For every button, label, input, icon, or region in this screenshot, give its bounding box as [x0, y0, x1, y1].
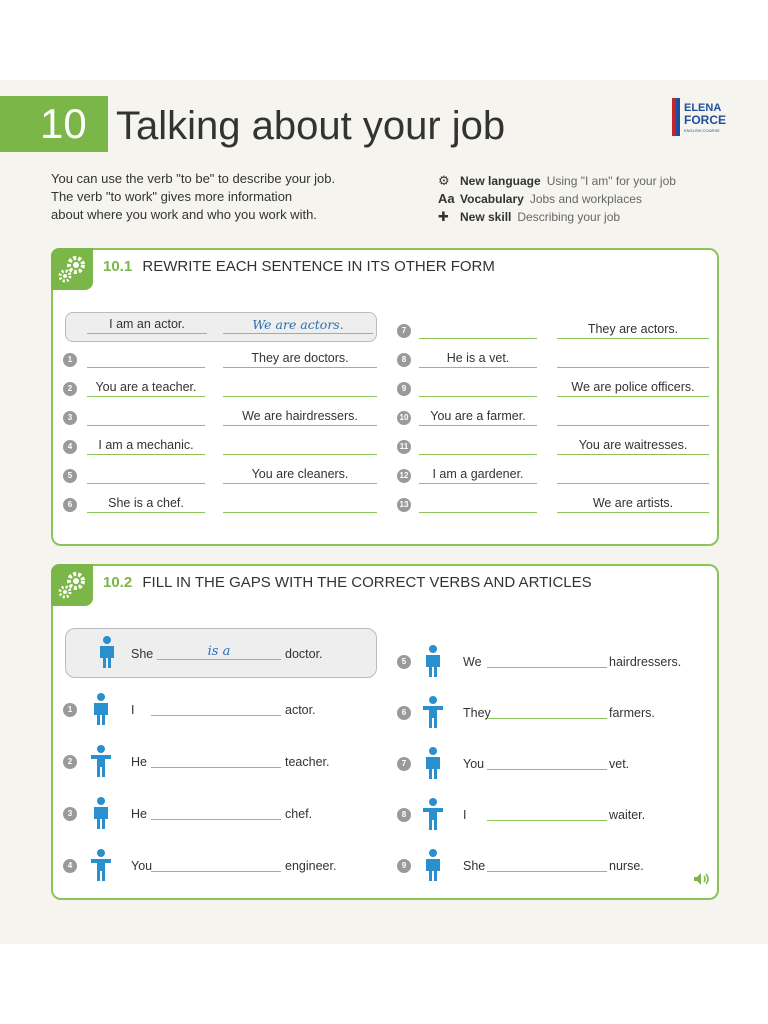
question-number: 2	[63, 755, 77, 769]
sentence-end: hairdressers.	[609, 655, 682, 669]
job-figure-icon	[83, 743, 119, 779]
job-figure-icon	[83, 795, 119, 831]
question-number: 10	[397, 411, 411, 425]
question-number: 1	[63, 703, 77, 717]
feature-new-skill	[438, 208, 738, 226]
sentence-subject: I	[463, 808, 467, 822]
answer-blank[interactable]	[151, 702, 281, 716]
job-figure-icon	[415, 847, 451, 883]
sentence-given: We are police officers.	[557, 379, 709, 397]
sentence-end: teacher.	[285, 755, 330, 769]
question-number: 9	[397, 382, 411, 396]
sentence-subject: He	[131, 755, 147, 769]
sentence-end: chef.	[285, 807, 313, 821]
answer-blank[interactable]	[487, 756, 607, 770]
question-number: 2	[63, 382, 77, 396]
answer-blank[interactable]	[487, 807, 607, 821]
answer-blank[interactable]	[223, 495, 377, 513]
question-number: 8	[397, 353, 411, 367]
sentence-given: We are artists.	[557, 495, 709, 513]
sentence-given: They are actors.	[557, 321, 709, 339]
job-figure-icon	[415, 796, 451, 832]
question-number: 4	[63, 440, 77, 454]
sentence-subject: They	[463, 706, 491, 720]
sentence-end: vet.	[609, 757, 630, 771]
gear-icon: ⚙	[438, 173, 450, 188]
audio-icon[interactable]	[693, 872, 711, 886]
answer-blank[interactable]	[557, 408, 709, 426]
job-figure-icon	[415, 643, 451, 679]
sentence-subject: She	[463, 859, 486, 873]
example-end: doctor.	[285, 647, 323, 661]
intro-text	[51, 170, 391, 224]
answer-blank[interactable]	[557, 350, 709, 368]
example-subject: She	[131, 647, 154, 661]
answer-blank[interactable]	[223, 437, 377, 455]
intro-line: The verb "to work" gives more information	[51, 189, 293, 204]
puzzle-icon: ✚	[438, 209, 449, 224]
svg-text:FORCE: FORCE	[684, 113, 726, 127]
answer-blank[interactable]	[151, 858, 281, 872]
sentence-given: You are cleaners.	[223, 466, 377, 484]
doctor-figure-icon	[89, 634, 125, 670]
sentence-given: I am a gardener.	[419, 466, 537, 484]
question-number: 1	[63, 353, 77, 367]
job-figure-icon	[83, 691, 119, 727]
sentence-given: She is a chef.	[87, 495, 205, 513]
feature-label: Vocabulary	[460, 192, 524, 206]
answer-blank[interactable]	[419, 437, 537, 455]
question-number: 7	[397, 324, 411, 338]
sentence-end: farmers.	[609, 706, 655, 720]
answer-blank[interactable]	[87, 466, 205, 484]
question-number: 12	[397, 469, 411, 483]
question-number: 6	[63, 498, 77, 512]
sentence-given: I am a mechanic.	[87, 437, 205, 455]
answer-blank[interactable]	[223, 379, 377, 397]
example-sentence: I am an actor.	[87, 316, 207, 334]
feature-vocabulary	[438, 190, 738, 208]
exercise-title	[103, 574, 592, 591]
exercise-title	[103, 258, 495, 275]
aa-icon: Aa	[438, 191, 455, 206]
intro-line: You can use the verb "to be" to describe your job.	[51, 171, 336, 186]
answer-blank[interactable]	[419, 321, 537, 339]
sentence-given: You are a farmer.	[419, 408, 537, 426]
question-number: 4	[63, 859, 77, 873]
exercise-gear-tab	[51, 564, 93, 606]
exercise-gear-tab	[51, 248, 93, 290]
exercise-instruction: REWRITE EACH SENTENCE IN ITS OTHER FORM	[142, 258, 495, 275]
exercise-number: 10.1	[103, 258, 133, 275]
exercise-10-2	[51, 564, 719, 900]
svg-text:ENGLISH COURSE: ENGLISH COURSE	[684, 128, 720, 133]
exercise-number: 10.2	[103, 574, 133, 591]
svg-text:ELENA: ELENA	[684, 102, 722, 114]
exercise-instruction: FILL IN THE GAPS WITH THE CORRECT VERBS AND ARTICLES	[142, 574, 592, 591]
job-figure-icon	[415, 694, 451, 730]
answer-blank[interactable]	[419, 495, 537, 513]
sentence-end: actor.	[285, 703, 316, 717]
question-number: 9	[397, 859, 411, 873]
answer-blank[interactable]	[487, 705, 607, 719]
feature-text: Jobs and workplaces	[529, 192, 642, 206]
feature-label: New language	[460, 174, 541, 188]
question-number: 7	[397, 757, 411, 771]
sentence-end: waiter.	[609, 808, 646, 822]
publisher-logo	[670, 96, 734, 138]
answer-blank[interactable]	[87, 408, 205, 426]
feature-text: Describing your job	[517, 210, 621, 224]
job-figure-icon	[415, 745, 451, 781]
answer-blank[interactable]	[87, 350, 205, 368]
sentence-subject: We	[463, 655, 482, 669]
feature-label: New skill	[460, 210, 512, 224]
sentence-given: He is a vet.	[419, 350, 537, 368]
question-number: 5	[397, 655, 411, 669]
sentence-subject: I	[131, 703, 135, 717]
answer-blank[interactable]	[419, 379, 537, 397]
gear-icon	[56, 569, 88, 601]
question-number: 11	[397, 440, 411, 454]
sentence-subject: You	[131, 859, 153, 873]
feature-new-language	[438, 172, 738, 190]
question-number: 6	[397, 706, 411, 720]
question-number: 3	[63, 807, 77, 821]
sentence-given: You are waitresses.	[557, 437, 709, 455]
exercise-10-1	[51, 248, 719, 546]
question-number: 3	[63, 411, 77, 425]
gear-icon	[56, 253, 88, 285]
answer-blank[interactable]	[557, 466, 709, 484]
sentence-subject: You	[463, 757, 485, 771]
sentence-given: We are hairdressers.	[223, 408, 377, 426]
unit-number: 10	[40, 100, 87, 147]
example-answer: We are actors.	[223, 316, 373, 334]
question-number: 8	[397, 808, 411, 822]
intro-line: about where you work and who you work with.	[51, 207, 317, 222]
sentence-given: They are doctors.	[223, 350, 377, 368]
sentence-end: nurse.	[609, 859, 644, 873]
job-figure-icon	[83, 847, 119, 883]
example-answer: is a	[157, 646, 281, 660]
sentence-given: You are a teacher.	[87, 379, 205, 397]
unit-features	[438, 172, 738, 226]
answer-blank[interactable]	[487, 654, 607, 668]
answer-blank[interactable]	[151, 806, 281, 820]
sentence-end: engineer.	[285, 859, 337, 873]
answer-blank[interactable]	[487, 858, 607, 872]
question-number: 5	[63, 469, 77, 483]
question-number: 13	[397, 498, 411, 512]
sentence-subject: He	[131, 807, 147, 821]
answer-blank[interactable]	[151, 754, 281, 768]
unit-title: Talking about your job	[116, 104, 506, 148]
feature-text: Using "I am" for your job	[546, 174, 676, 188]
